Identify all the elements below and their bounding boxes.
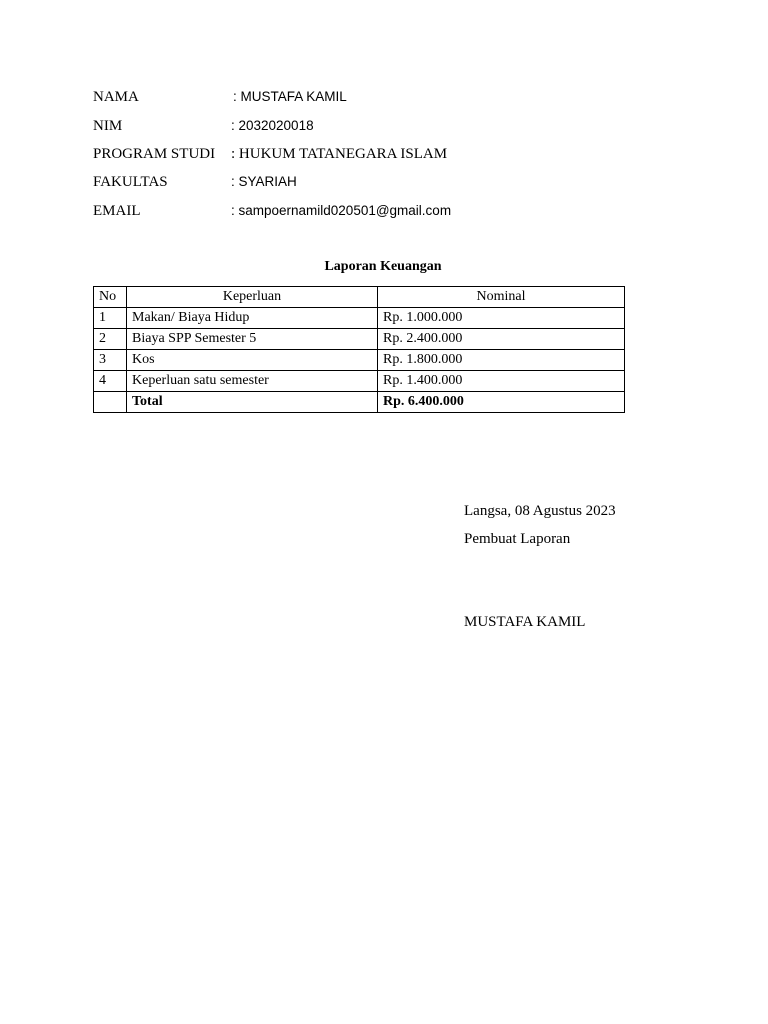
table-row xyxy=(94,371,625,392)
cell-no: 2 xyxy=(94,329,127,350)
cell-keperluan: Kos xyxy=(127,350,378,371)
identity-value-email: : sampoernamild020501@gmail.com xyxy=(231,203,452,218)
report-title xyxy=(0,258,766,276)
identity-label-fakultas: FAKULTAS xyxy=(93,174,168,190)
cell-nominal: Rp. 1.000.000 xyxy=(378,308,625,329)
header-no: No xyxy=(94,287,127,308)
cell-keperluan: Keperluan satu semester xyxy=(127,371,378,392)
signature-name: MUSTAFA KAMIL xyxy=(464,614,586,630)
cell-total-nominal: Rp. 6.400.000 xyxy=(378,392,625,413)
identity-label-nama: NAMA xyxy=(93,89,139,105)
cell-nominal: Rp. 1.800.000 xyxy=(378,350,625,371)
finance-table xyxy=(93,286,625,413)
identity-row-nama xyxy=(93,86,347,108)
signature-role: Pembuat Laporan xyxy=(464,531,571,547)
signature-place-date: Langsa, 08 Agustus 2023 xyxy=(464,503,616,519)
cell-total-label: Total xyxy=(127,392,378,413)
identity-value-fakultas: : SYARIAH xyxy=(231,174,297,189)
cell-nominal: Rp. 2.400.000 xyxy=(378,329,625,350)
header-keperluan: Keperluan xyxy=(127,287,378,308)
identity-row-email xyxy=(93,200,451,222)
cell-no: 3 xyxy=(94,350,127,371)
identity-row-nim xyxy=(93,115,314,137)
table-row xyxy=(94,308,625,329)
cell-no: 1 xyxy=(94,308,127,329)
cell-keperluan: Biaya SPP Semester 5 xyxy=(127,329,378,350)
identity-value-nama: : MUSTAFA KAMIL xyxy=(233,89,347,104)
identity-row-program-studi xyxy=(93,143,447,165)
identity-value-program-studi: : HUKUM TATANEGARA ISLAM xyxy=(231,146,448,162)
cell-no-empty xyxy=(94,392,127,413)
identity-label-nim: NIM xyxy=(93,118,123,134)
table-total-row xyxy=(94,392,625,413)
table-row xyxy=(94,329,625,350)
cell-no: 4 xyxy=(94,371,127,392)
identity-label-program-studi: PROGRAM STUDI xyxy=(93,146,216,162)
report-title-text: Laporan Keuangan xyxy=(324,259,442,274)
identity-row-fakultas xyxy=(93,171,297,193)
identity-value-nim: : 2032020018 xyxy=(231,118,314,133)
header-nominal: Nominal xyxy=(378,287,625,308)
table-row xyxy=(94,350,625,371)
table-header-row xyxy=(94,287,625,308)
cell-nominal: Rp. 1.400.000 xyxy=(378,371,625,392)
cell-keperluan: Makan/ Biaya Hidup xyxy=(127,308,378,329)
identity-label-email: EMAIL xyxy=(93,203,141,219)
